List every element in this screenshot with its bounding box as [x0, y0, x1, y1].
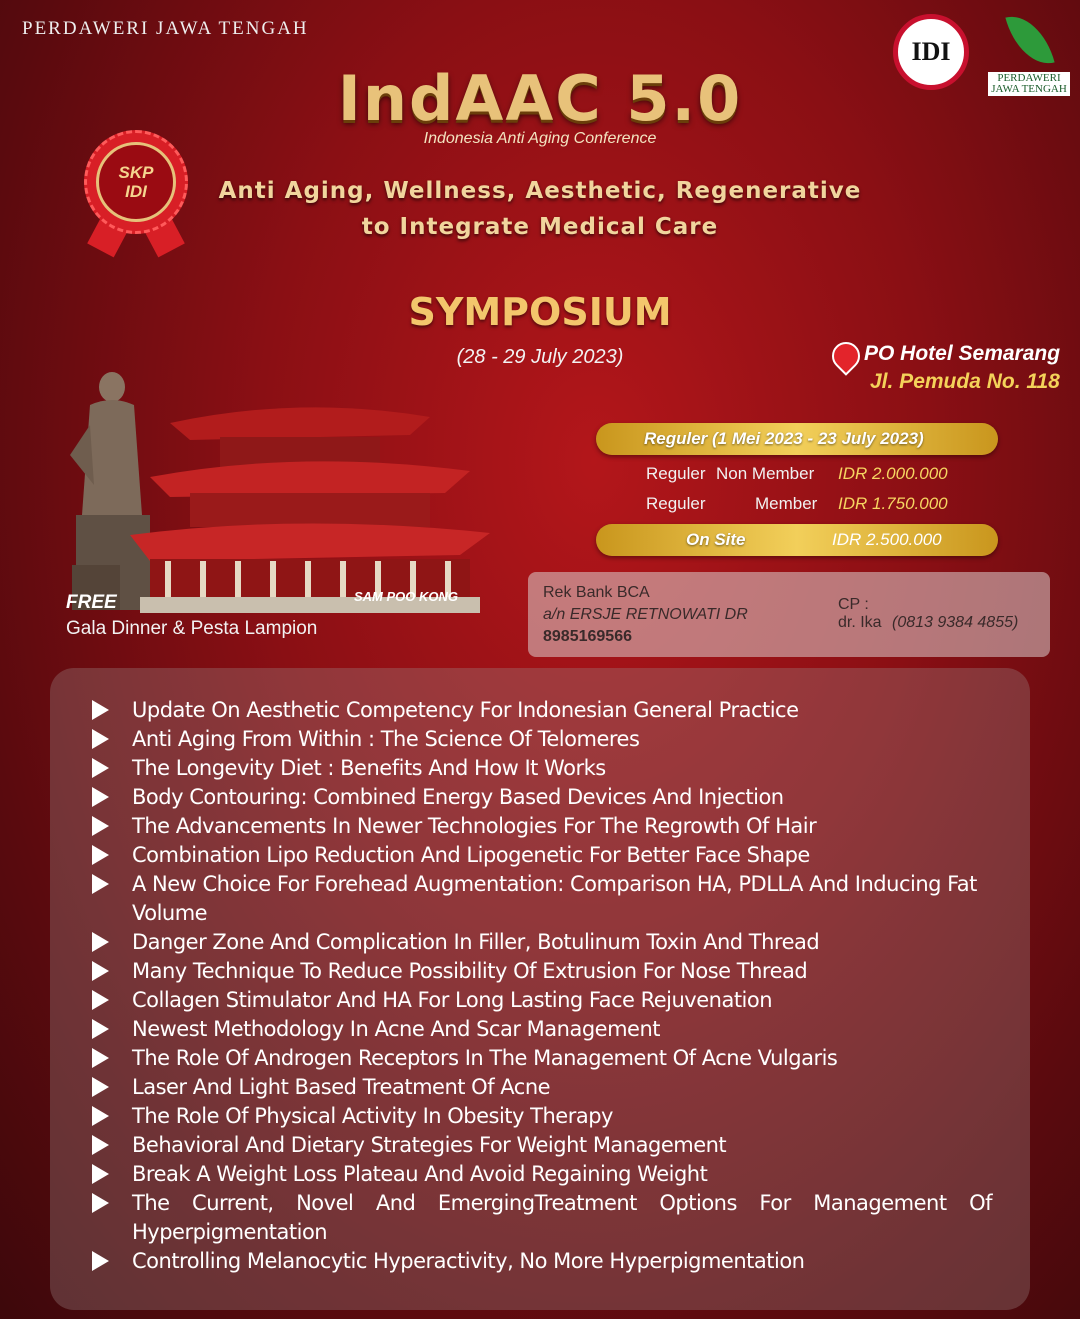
- topic-text: The Current, Novel And EmergingTreatment Options For Management Of Hyperpigmentation: [132, 1191, 992, 1244]
- topic-text: Break A Weight Loss Plateau And Avoid Regaining Weight: [132, 1162, 708, 1186]
- topic-text: A New Choice For Forehead Augmentation: Comparison HA, PDLLA And Inducing Fat Volume: [132, 872, 977, 925]
- event-dates: (28 - 29 July 2023): [456, 346, 624, 368]
- regular-period-pill: [596, 423, 998, 455]
- venue-address: Jl. Pemuda No. 118: [870, 370, 1060, 393]
- price-row-type: [755, 494, 817, 514]
- statue-icon: [70, 372, 150, 610]
- play-arrow-icon: [92, 1106, 109, 1126]
- conference-subtitle: Indonesia Anti Aging Conference: [423, 130, 657, 147]
- price-amount: 1.750.000: [872, 494, 948, 513]
- onsite-currency: IDR: [832, 530, 862, 549]
- conference-title: IndAAC 5.0: [337, 62, 743, 135]
- tagline-line-2: to Integrate Medical Care: [361, 214, 719, 240]
- badge-line-1: SKP: [118, 163, 154, 182]
- play-arrow-icon: [92, 1251, 109, 1271]
- price-row-type: [716, 464, 814, 484]
- play-arrow-icon: [92, 1135, 109, 1155]
- topic-text: Laser And Light Based Treatment Of Acne: [132, 1075, 551, 1099]
- topic-text: Body Contouring: Combined Energy Based Devices And Injection: [132, 785, 784, 809]
- bank-name: Rek Bank BCA: [543, 584, 650, 601]
- bank-account-number: 8985169566: [543, 628, 632, 645]
- play-arrow-icon: [92, 787, 109, 807]
- organizer-name: PERDAWERI JAWA TENGAH: [22, 18, 309, 39]
- topics-panel: [50, 668, 1030, 1310]
- regular-period-label: Reguler (1 Mei 2023 - 23 July 2023): [644, 429, 924, 448]
- onsite-amount: 2.500.000: [866, 530, 942, 549]
- price-label-b: Member: [755, 494, 818, 513]
- contact-name: dr. Ika: [838, 614, 882, 631]
- topic-text: Combination Lipo Reduction And Lipogenetic For Better Face Shape: [132, 843, 810, 867]
- topic-text: Controlling Melanocytic Hyperactivity, No More Hyperpigmentation: [132, 1249, 805, 1273]
- free-label: FREE: [66, 592, 117, 613]
- temple-icon: [130, 407, 490, 613]
- play-arrow-icon: [92, 961, 109, 981]
- topic-text: Anti Aging From Within : The Science Of Telomeres: [132, 727, 640, 751]
- contact-phone: (0813 9384 4855): [892, 614, 1019, 631]
- play-arrow-icon: [92, 874, 109, 894]
- topic-text: The Longevity Diet : Benefits And How It Works: [132, 756, 606, 780]
- location-pin-icon: [826, 336, 866, 376]
- play-arrow-icon: [92, 1019, 109, 1039]
- play-arrow-icon: [92, 1077, 109, 1097]
- idi-logo-text: IDI: [911, 37, 951, 66]
- temple-photo: [50, 365, 490, 615]
- topic-text: The Role Of Androgen Receptors In The Management Of Acne Vulgaris: [132, 1046, 838, 1070]
- topic-text: Newest Methodology In Acne And Scar Management: [132, 1017, 660, 1041]
- price-currency: IDR: [838, 494, 868, 513]
- venue-name: PO Hotel Semarang: [864, 342, 1061, 365]
- event-type: SYMPOSIUM: [408, 290, 672, 334]
- play-arrow-icon: [92, 845, 109, 865]
- free-description: Gala Dinner & Pesta Lampion: [66, 618, 318, 639]
- conference-tagline: [0, 173, 1080, 245]
- play-arrow-icon: [92, 1193, 109, 1213]
- topic-text: Behavioral And Dietary Strategies For Weight Management: [132, 1133, 727, 1157]
- price-amount: 2.000.000: [872, 464, 948, 483]
- bank-info-box: [528, 572, 1050, 657]
- badge-line-2: IDI: [125, 182, 147, 201]
- price-label-a: Reguler: [646, 494, 706, 513]
- topic-text: Many Technique To Reduce Possibility Of Extrusion For Nose Thread: [132, 959, 808, 983]
- price-row: [646, 494, 706, 514]
- play-arrow-icon: [92, 729, 109, 749]
- price-label-a: Reguler: [646, 464, 706, 483]
- price-label-b: Non Member: [716, 464, 815, 483]
- play-arrow-icon: [92, 700, 109, 720]
- play-arrow-icon: [92, 932, 109, 952]
- play-arrow-icon: [92, 816, 109, 836]
- topic-text: The Role Of Physical Activity In Obesity Therapy: [132, 1104, 613, 1128]
- topic-text: Collagen Stimulator And HA For Long Lasting Face Rejuvenation: [132, 988, 773, 1012]
- perdaweri-logo-text: PERDAWERI JAWA TENGAH: [988, 72, 1070, 96]
- photo-caption: SAM POO KONG: [354, 589, 459, 604]
- topic-text: Update On Aesthetic Competency For Indonesian General Practice: [132, 698, 799, 722]
- onsite-pill: [596, 524, 998, 556]
- play-arrow-icon: [92, 758, 109, 778]
- price-currency: IDR: [838, 464, 868, 483]
- play-arrow-icon: [92, 1164, 109, 1184]
- play-arrow-icon: [92, 990, 109, 1010]
- onsite-label: On Site: [686, 530, 746, 549]
- bank-account-holder: a/n ERSJE RETNOWATI DR: [543, 606, 748, 623]
- tagline-line-1: Anti Aging, Wellness, Aesthetic, Regenerative: [218, 178, 862, 204]
- topic-text: Danger Zone And Complication In Filler, Botulinum Toxin And Thread: [132, 930, 820, 954]
- price-row: [646, 464, 706, 484]
- contact-label: CP :: [838, 596, 869, 613]
- topic-text: The Advancements In Newer Technologies For The Regrowth Of Hair: [132, 814, 817, 838]
- play-arrow-icon: [92, 1048, 109, 1068]
